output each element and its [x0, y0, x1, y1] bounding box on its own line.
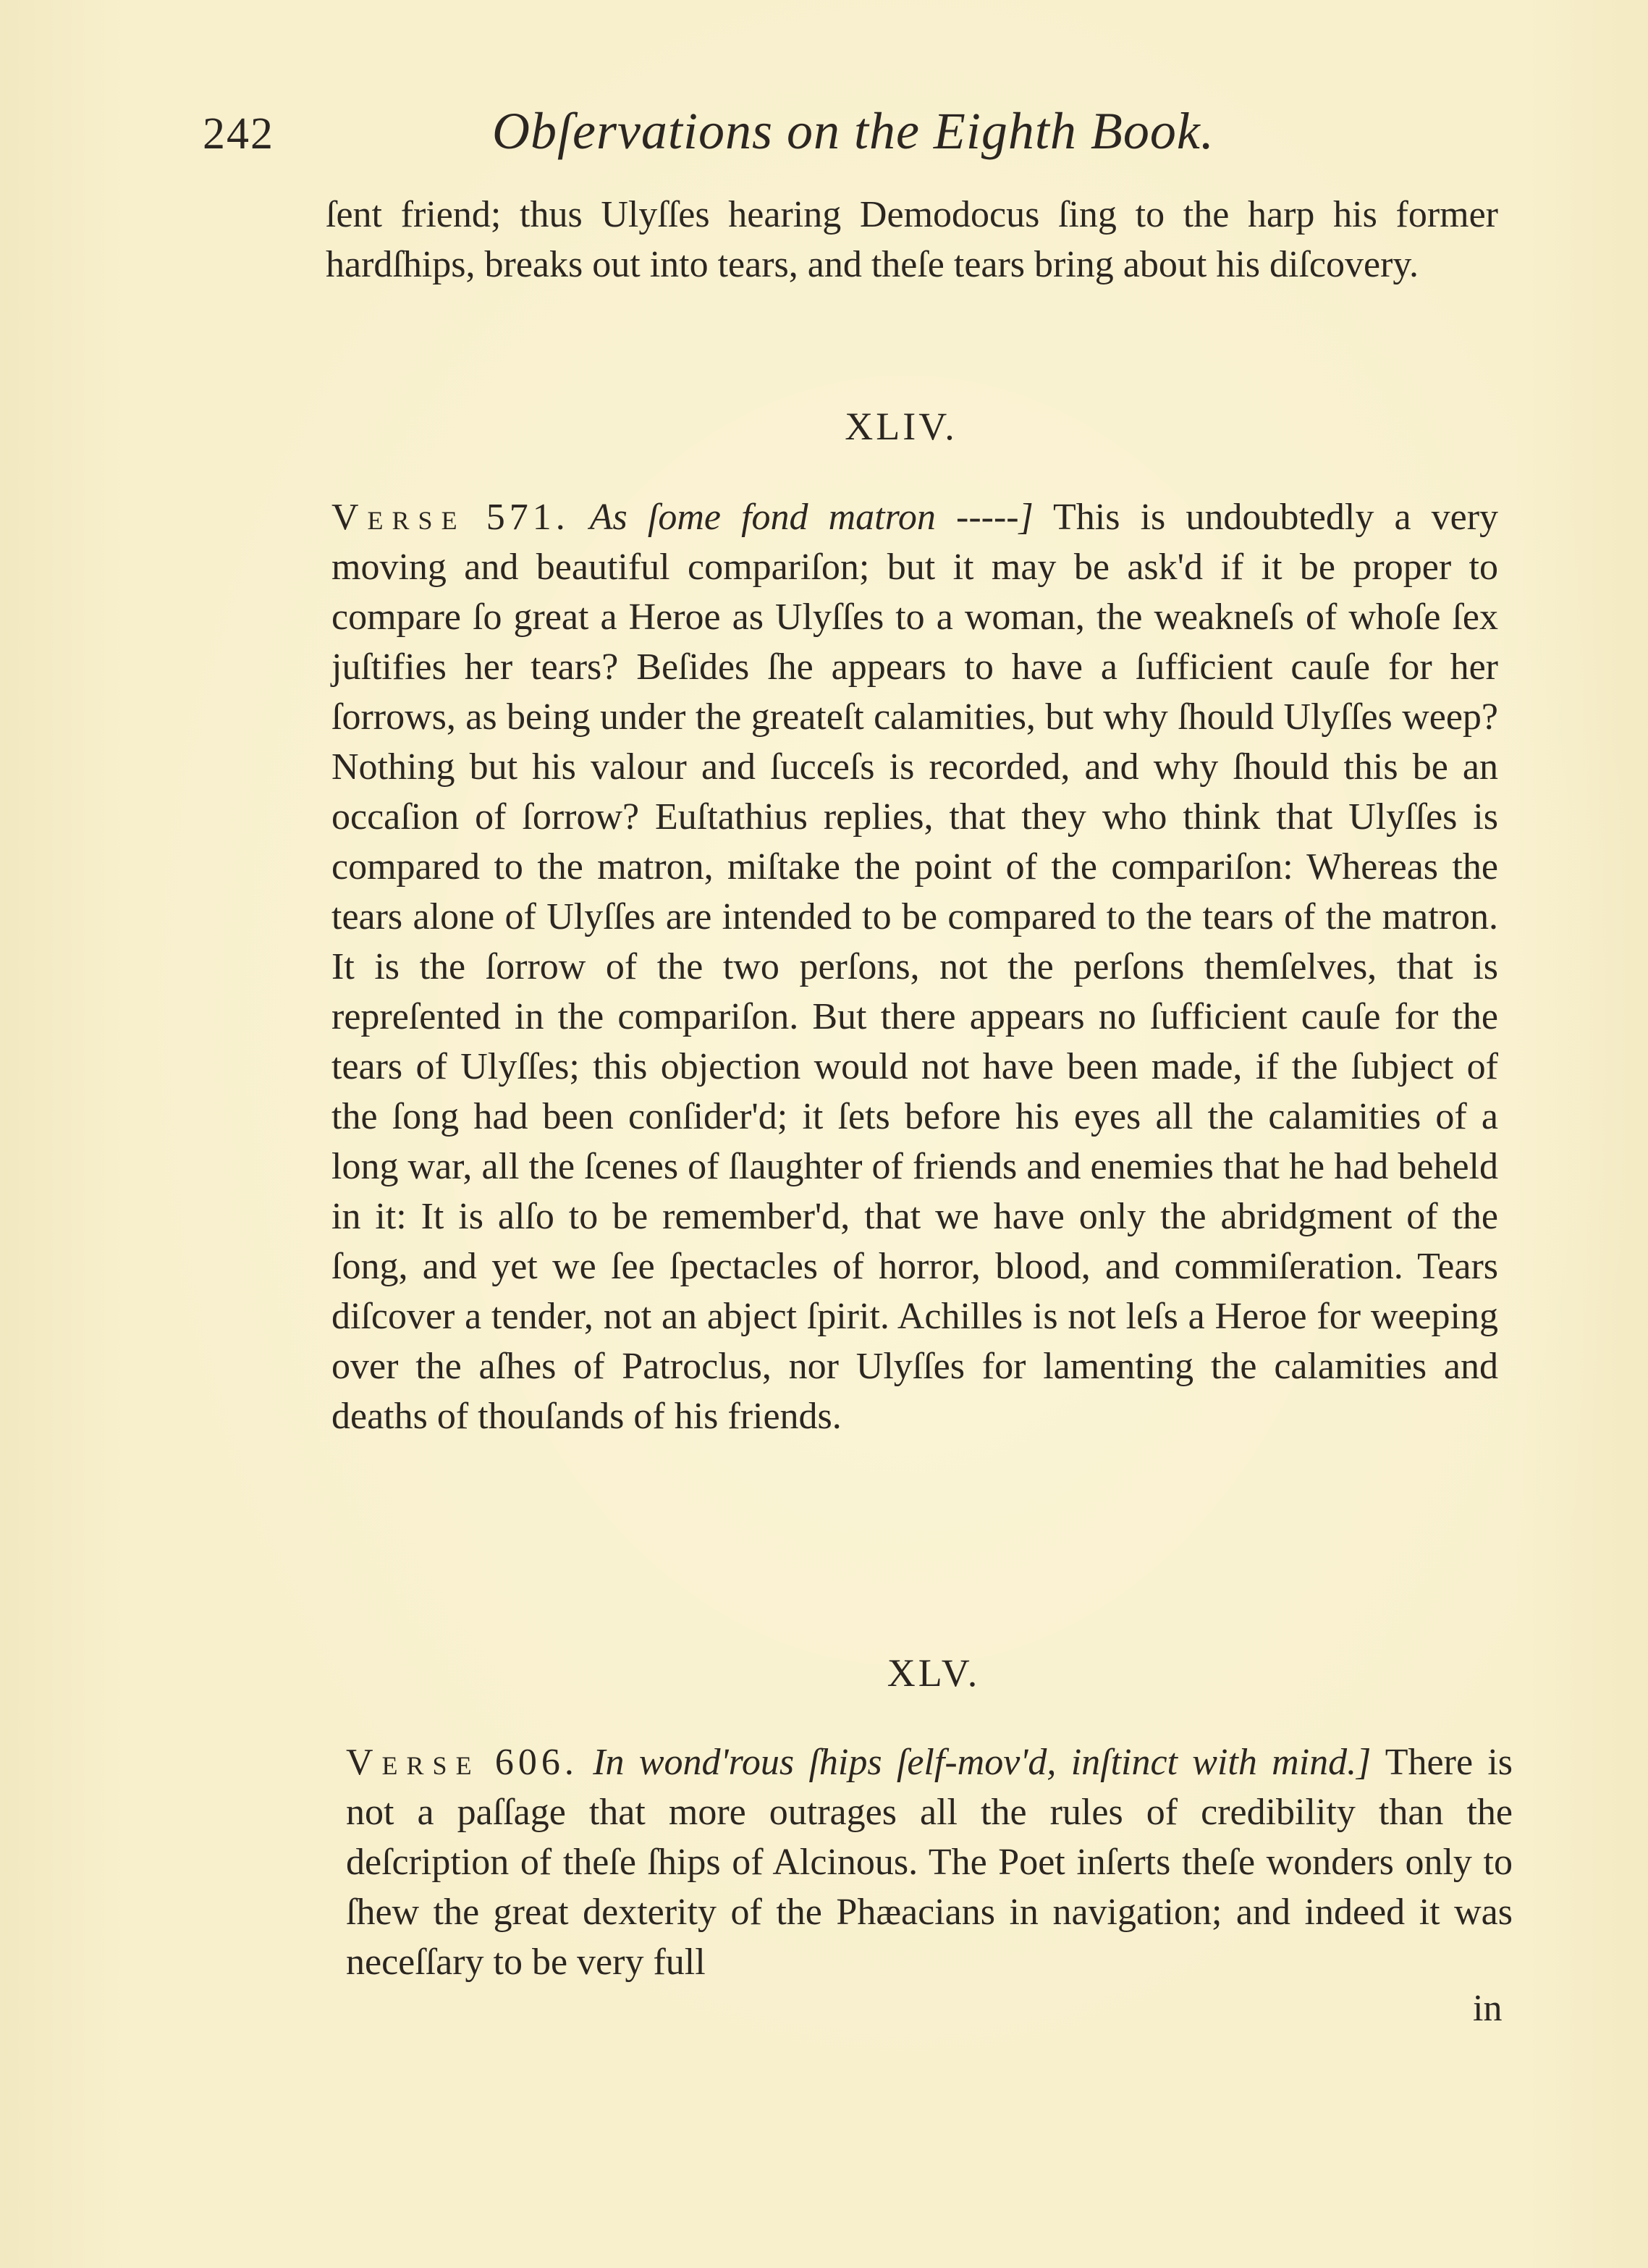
running-head: Obſervations on the Eighth Book. [492, 102, 1214, 160]
verse-label: Verse [331, 497, 466, 538]
section-heading-45: XLV. [887, 1651, 981, 1695]
verse-number: 606. [494, 1742, 578, 1783]
section-heading-44: XLIV. [845, 405, 958, 448]
section-44-text [331, 492, 1498, 1441]
catchword: in [1473, 1988, 1503, 2029]
section-45-paragraph [346, 1737, 1513, 1987]
section-44-paragraph [331, 492, 1498, 1441]
verse-label: Verse [346, 1742, 481, 1783]
lemma: In wond'rous ſhips ſelf-mov'd, inſtinct with mind.] [593, 1742, 1372, 1783]
section-45-body: There is not a paſſage that more outrages all the rules of credibility than the deſcription of theſe ſhips of Alcinous. The Poet inſerts theſe wonders only to ſhew the great dexterity of the Phæacians in navigation; and indeed it was neceſſary to be very full [346, 1742, 1513, 1983]
page-number: 242 [203, 109, 274, 159]
continuation-paragraph [326, 190, 1498, 290]
continuation-text: ſent friend; thus Ulyſſes hearing Demodocus ſing to the harp his former hardſhips, breaks out into tears, and theſe tears bring about his diſcovery. [326, 194, 1498, 285]
section-44-body: This is undoubtedly a very moving and beautiful compariſon; but it may be ask'd if it be proper to compare ſo great a Heroe as Ulyſſes to a woman, the weakneſs of whoſe ſex juſtifies her tears? Beſides ſhe appears to have a ſufficient cauſe for her ſorrows, as being under the greateſt calamities, but why ſhould Ulyſſes weep? Nothing but his valour and ſucceſs is recorded, and why ſhould this be an occaſion of ſorrow? Euſtathius replies, that they who think that Ulyſſes is compared to the matron, miſtake the point of the compariſon: Whereas the tears alone of Ulyſſes are intended to be compared to the tears of the matron. It is the ſorrow of the two perſons, not the perſons themſelves, that is repreſented in the compariſon. But there appears no ſufficient cauſe for the tears of Ulyſſes; this objection would not have been made, if the ſubject of the ſong had been conſider'd; it ſets before his eyes all the calamities of a long war, all the ſcenes of ſlaughter of friends and enemies that he had beheld in it: It is alſo to be remember'd, that we have only the abridgment of the ſong, and yet we ſee ſpectacles of horror, blood, and commiſeration. Tears diſcover a tender, not an abject ſpirit. Achilles is not leſs a Heroe for weeping over the aſhes of Patroclus, nor Ulyſſes for lamenting the calamities and deaths of thouſands of his friends. [331, 497, 1499, 1437]
page-header [203, 101, 1288, 181]
verse-number: 571. [486, 497, 570, 538]
section-45-text [346, 1737, 1513, 1987]
lemma: As ſome fond matron -----] [589, 497, 1034, 538]
